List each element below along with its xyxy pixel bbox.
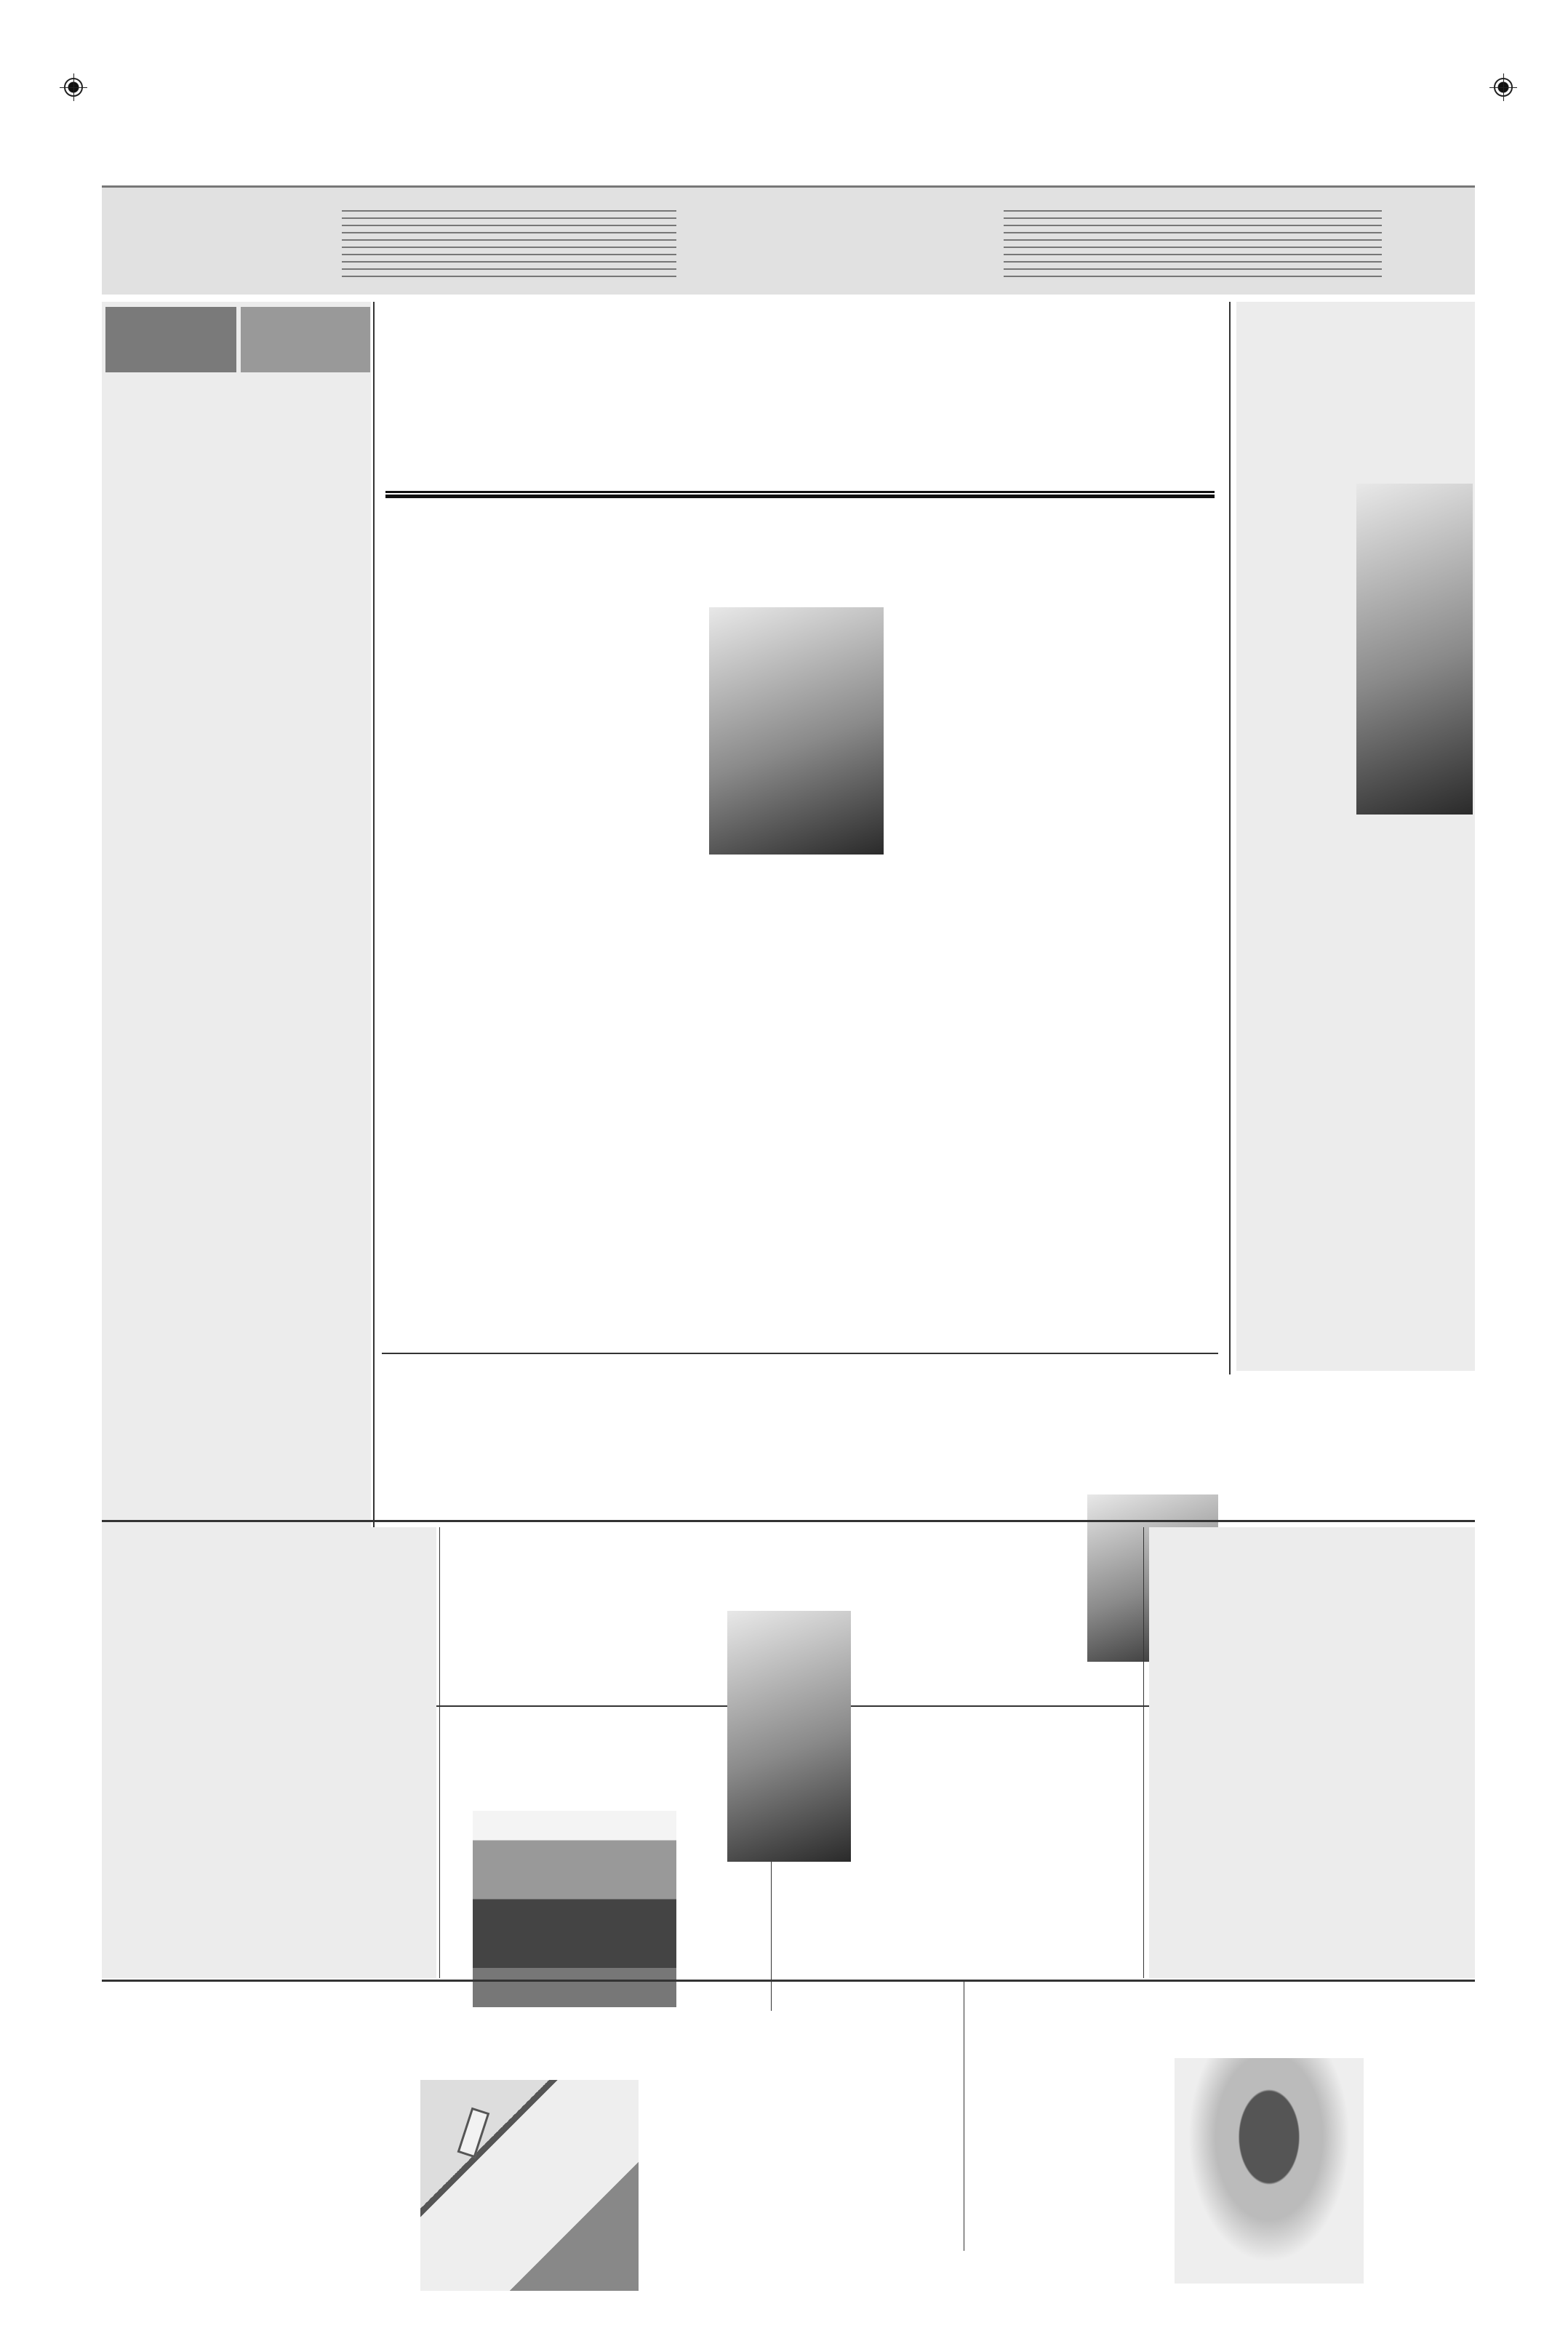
section-divider [382, 1353, 1218, 1354]
gaza-41-body [1156, 1585, 1469, 1971]
briefs-tab-mukhtasar [241, 307, 370, 372]
tree-photo [1175, 2058, 1364, 2284]
russia-sanctions-photo [420, 2080, 639, 2291]
g20-body-left [105, 2080, 417, 2291]
registration-mark-icon [64, 78, 83, 97]
urdu-masthead-logo [676, 202, 982, 282]
un-resources-body-left [971, 2058, 1171, 2284]
un-resources-body-right [1367, 2058, 1473, 2284]
iran-body [1240, 484, 1471, 1364]
column-divider [439, 1527, 440, 1978]
column-divider [1143, 1527, 1144, 1978]
lead-body [382, 618, 1218, 1345]
decorative-rules [342, 206, 676, 279]
trump-sharif-body-left [447, 1611, 724, 1974]
headline-rule [385, 491, 1215, 498]
briefs-list [109, 382, 364, 1545]
g20-body-right [644, 2080, 956, 2291]
column-divider [1229, 302, 1231, 1374]
registration-mark-icon [1494, 78, 1513, 97]
trump-sharif-body-right [855, 1611, 1138, 1974]
section-divider [102, 1980, 1475, 1982]
section-divider [102, 1520, 1475, 1522]
masthead-header [102, 185, 1475, 295]
sharif-photo [727, 1611, 851, 1862]
russia-spy-body [109, 1585, 429, 1971]
lead-headline [382, 309, 1218, 476]
briefs-tabs [105, 307, 370, 372]
briefs-tab-khabrein [105, 307, 236, 372]
decorative-rules [1004, 206, 1382, 279]
sanctions-sign [457, 2108, 490, 2158]
column-divider [373, 302, 375, 1553]
